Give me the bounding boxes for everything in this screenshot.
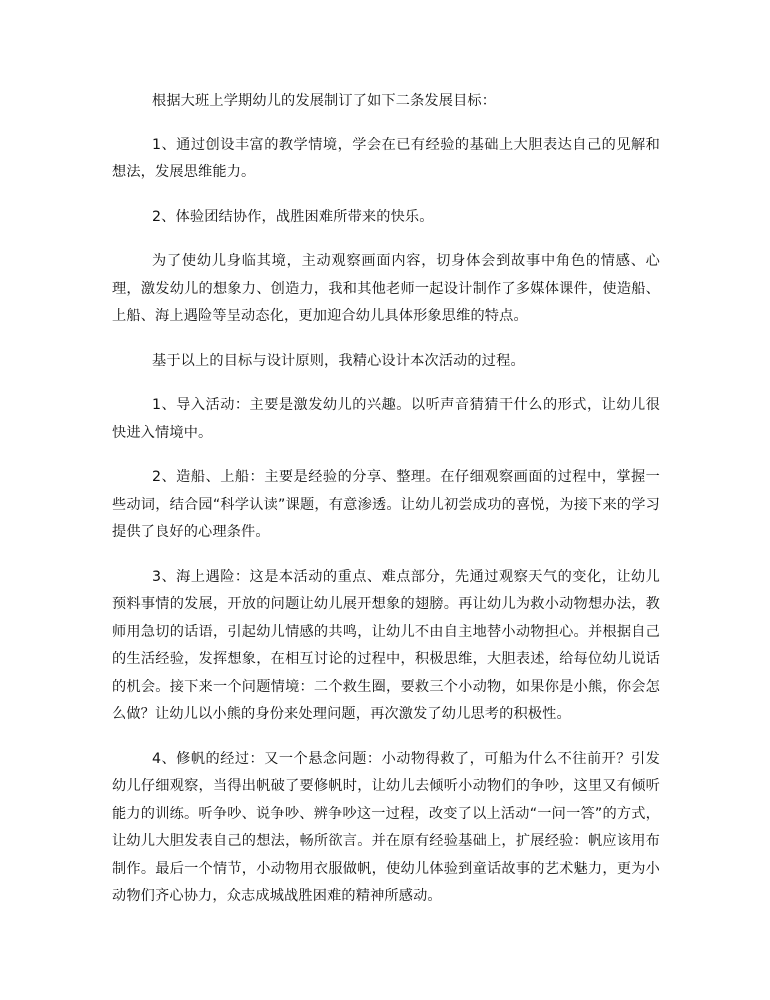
paragraph-step-3: 3、海上遇险：这是本活动的重点、难点部分，先通过观察天气的变化，让幼儿预料事情的发展，开放的问题让幼儿展开想象的翅膀。再让幼儿为救小动物想办法，教师用急切的话语，引起幼儿情感的共鸣，让幼儿不由自主地替小动物担心。并根据自己的生活经验，发挥想象，在相互讨论的过程中，积极思维，大胆表述，给每位幼儿说话的机会。接下来一个问题情境：二个救生圈，要救三个小动物，如果你是小熊，你会怎么做？让幼儿以小熊的身份来处理问题，再次激发了幼儿思考的积极性。 bbox=[112, 568, 660, 722]
paragraph-step-2: 2、造船、上船：主要是经验的分享、整理。在仔细观察画面的过程中，掌握一些动词，结合园“科学认读”课题，有意渗透。让幼儿初尝成功的喜悦，为接下来的学习提供了良好的心理条件。 bbox=[112, 469, 660, 540]
paragraph-goal-2: 2、体验团结协作，战胜困难所带来的快乐。 bbox=[152, 208, 434, 225]
paragraph-process-intro: 基于以上的目标与设计原则，我精心设计本次活动的过程。 bbox=[152, 352, 525, 369]
paragraph-design: 为了使幼儿身临其境，主动观察画面内容，切身体会到故事中角色的情感、心理，激发幼儿的想象力、创造力，我和其他老师一起设计制作了多媒体课件，使造船、上船、海上遇险等呈动态化，更加迎合幼儿具体形象思维的特点。 bbox=[112, 253, 660, 324]
paragraph-step-1: 1、导入活动：主要是激发幼儿的兴趣。以听声音猜猜干什么的形式，让幼儿很快进入情境中。 bbox=[112, 397, 660, 441]
paragraph-goal-1: 1、通过创设丰富的教学情境，学会在已有经验的基础上大胆表达自己的见解和想法，发展思维能力。 bbox=[112, 136, 660, 180]
document-body bbox=[112, 88, 660, 911]
paragraph-step-4: 4、修帆的经过：又一个悬念问题：小动物得救了，可船为什么不往前开？引发幼儿仔细观察，当得出帆破了要修帆时，让幼儿去倾听小动物们的争吵，这里又有倾听能力的训练。听争吵、说争吵、辨争吵这一过程，改变了以上活动“一问一答”的方式，让幼儿大胆发表自己的想法，畅所欲言。并在原有经验基础上，扩展经验：帆应该用布制作。最后一个情节，小动物用衣服做帆，使幼儿体验到童话故事的艺术魅力，更为小动物们齐心协力，众志成城战胜困难的精神所感动。 bbox=[112, 750, 660, 904]
paragraph-intro: 根据大班上学期幼儿的发展制订了如下二条发展目标： bbox=[152, 93, 497, 109]
